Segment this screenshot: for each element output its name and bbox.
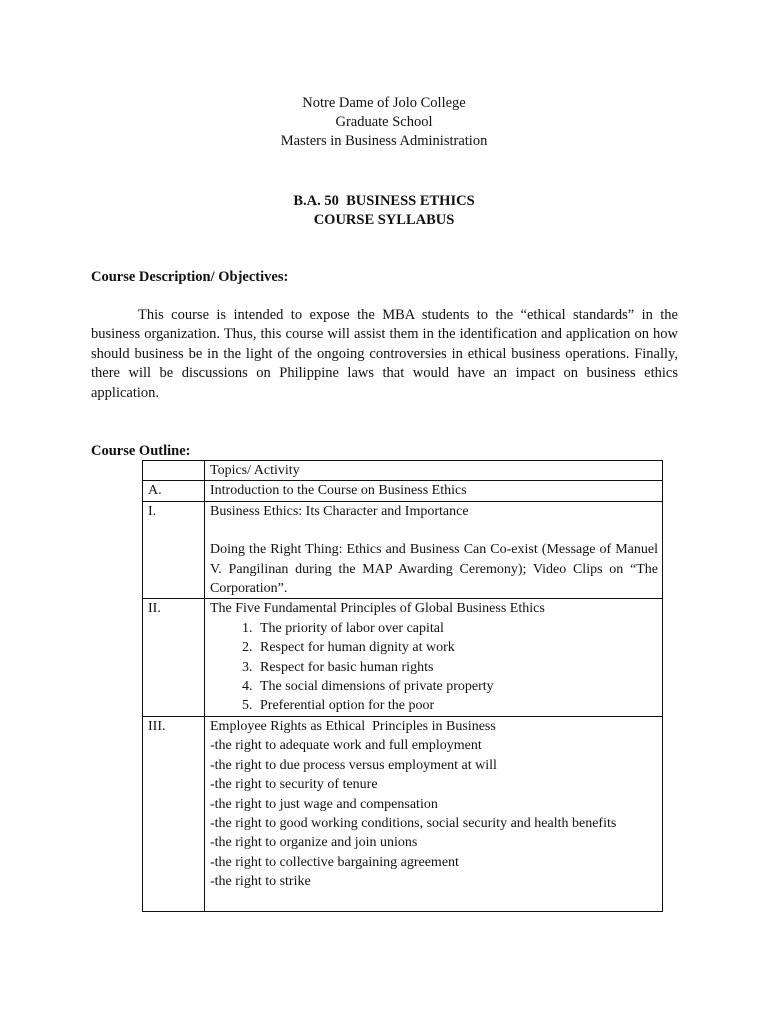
document-header bbox=[0, 94, 768, 151]
table-row bbox=[143, 716, 663, 911]
course-outline-table bbox=[142, 460, 663, 912]
table-row bbox=[143, 599, 663, 716]
document-title bbox=[0, 192, 768, 230]
row-topic: Introduction to the Course on Business Ethics bbox=[205, 481, 663, 501]
list-item: -the right to organize and join unions bbox=[210, 835, 418, 851]
spacer bbox=[210, 521, 658, 540]
list-item: -the right to security of tenure bbox=[210, 777, 378, 793]
row-topic: Business Ethics: Its Character and Importance bbox=[210, 503, 469, 519]
table-row bbox=[143, 481, 663, 501]
row-topic: Employee Rights as Ethical Principles in Business bbox=[210, 718, 496, 734]
list-item: 3. Respect for basic human rights bbox=[256, 658, 658, 677]
row-number: I. bbox=[143, 501, 205, 599]
program-name: Masters in Business Administration bbox=[280, 133, 488, 149]
list-item: 5. Preferential option for the poor bbox=[256, 696, 658, 715]
description-heading: Course Description/ Objectives: bbox=[91, 269, 289, 285]
principles-list bbox=[210, 619, 658, 716]
list-item: -the right to adequate work and full employment bbox=[210, 738, 482, 754]
syllabus-title: COURSE SYLLABUS bbox=[313, 212, 455, 228]
row-number: II. bbox=[143, 599, 205, 716]
list-item: -the right to collective bargaining agreement bbox=[210, 854, 459, 870]
institution-name: Notre Dame of Jolo College bbox=[302, 95, 466, 111]
row-content bbox=[205, 599, 663, 716]
row-content bbox=[205, 716, 663, 911]
school-name: Graduate School bbox=[335, 114, 433, 130]
row-number: A. bbox=[143, 481, 205, 501]
outline-heading: Course Outline: bbox=[91, 443, 191, 459]
row-detail: Doing the Right Thing: Ethics and Business Can Co-exist (Message of Manuel V. Pangilinan during the MAP Awarding Ceremony); Video Clips on “The Corporation”. bbox=[210, 542, 658, 597]
list-item: 4. The social dimensions of private property bbox=[256, 677, 658, 696]
list-item: 1. The priority of labor over capital bbox=[256, 619, 658, 638]
table-header-row bbox=[143, 461, 663, 481]
row-number: III. bbox=[143, 716, 205, 911]
course-description: This course is intended to expose the MBA students to the “ethical standards” in the business organization. Thus, this course will assist them in the identification and application on how should business be in the light of the ongoing controversies in ethical business operations. Finally, there will be discussions on Philippine laws that would have an impact on business ethics application. bbox=[91, 307, 678, 401]
row-content bbox=[205, 501, 663, 599]
list-item: -the right to due process versus employment at will bbox=[210, 757, 497, 773]
column-header: Topics/ Activity bbox=[205, 461, 663, 481]
table-row bbox=[143, 501, 663, 599]
course-title: B.A. 50 BUSINESS ETHICS bbox=[293, 193, 475, 209]
list-item: 2. Respect for human dignity at work bbox=[256, 638, 658, 657]
list-item: -the right to just wage and compensation bbox=[210, 796, 438, 812]
row-topic: The Five Fundamental Principles of Global Business Ethics bbox=[210, 601, 545, 617]
list-item: -the right to good working conditions, social security and health benefits bbox=[210, 815, 617, 831]
table-cell-empty bbox=[143, 461, 205, 481]
list-item: -the right to strike bbox=[210, 874, 311, 890]
